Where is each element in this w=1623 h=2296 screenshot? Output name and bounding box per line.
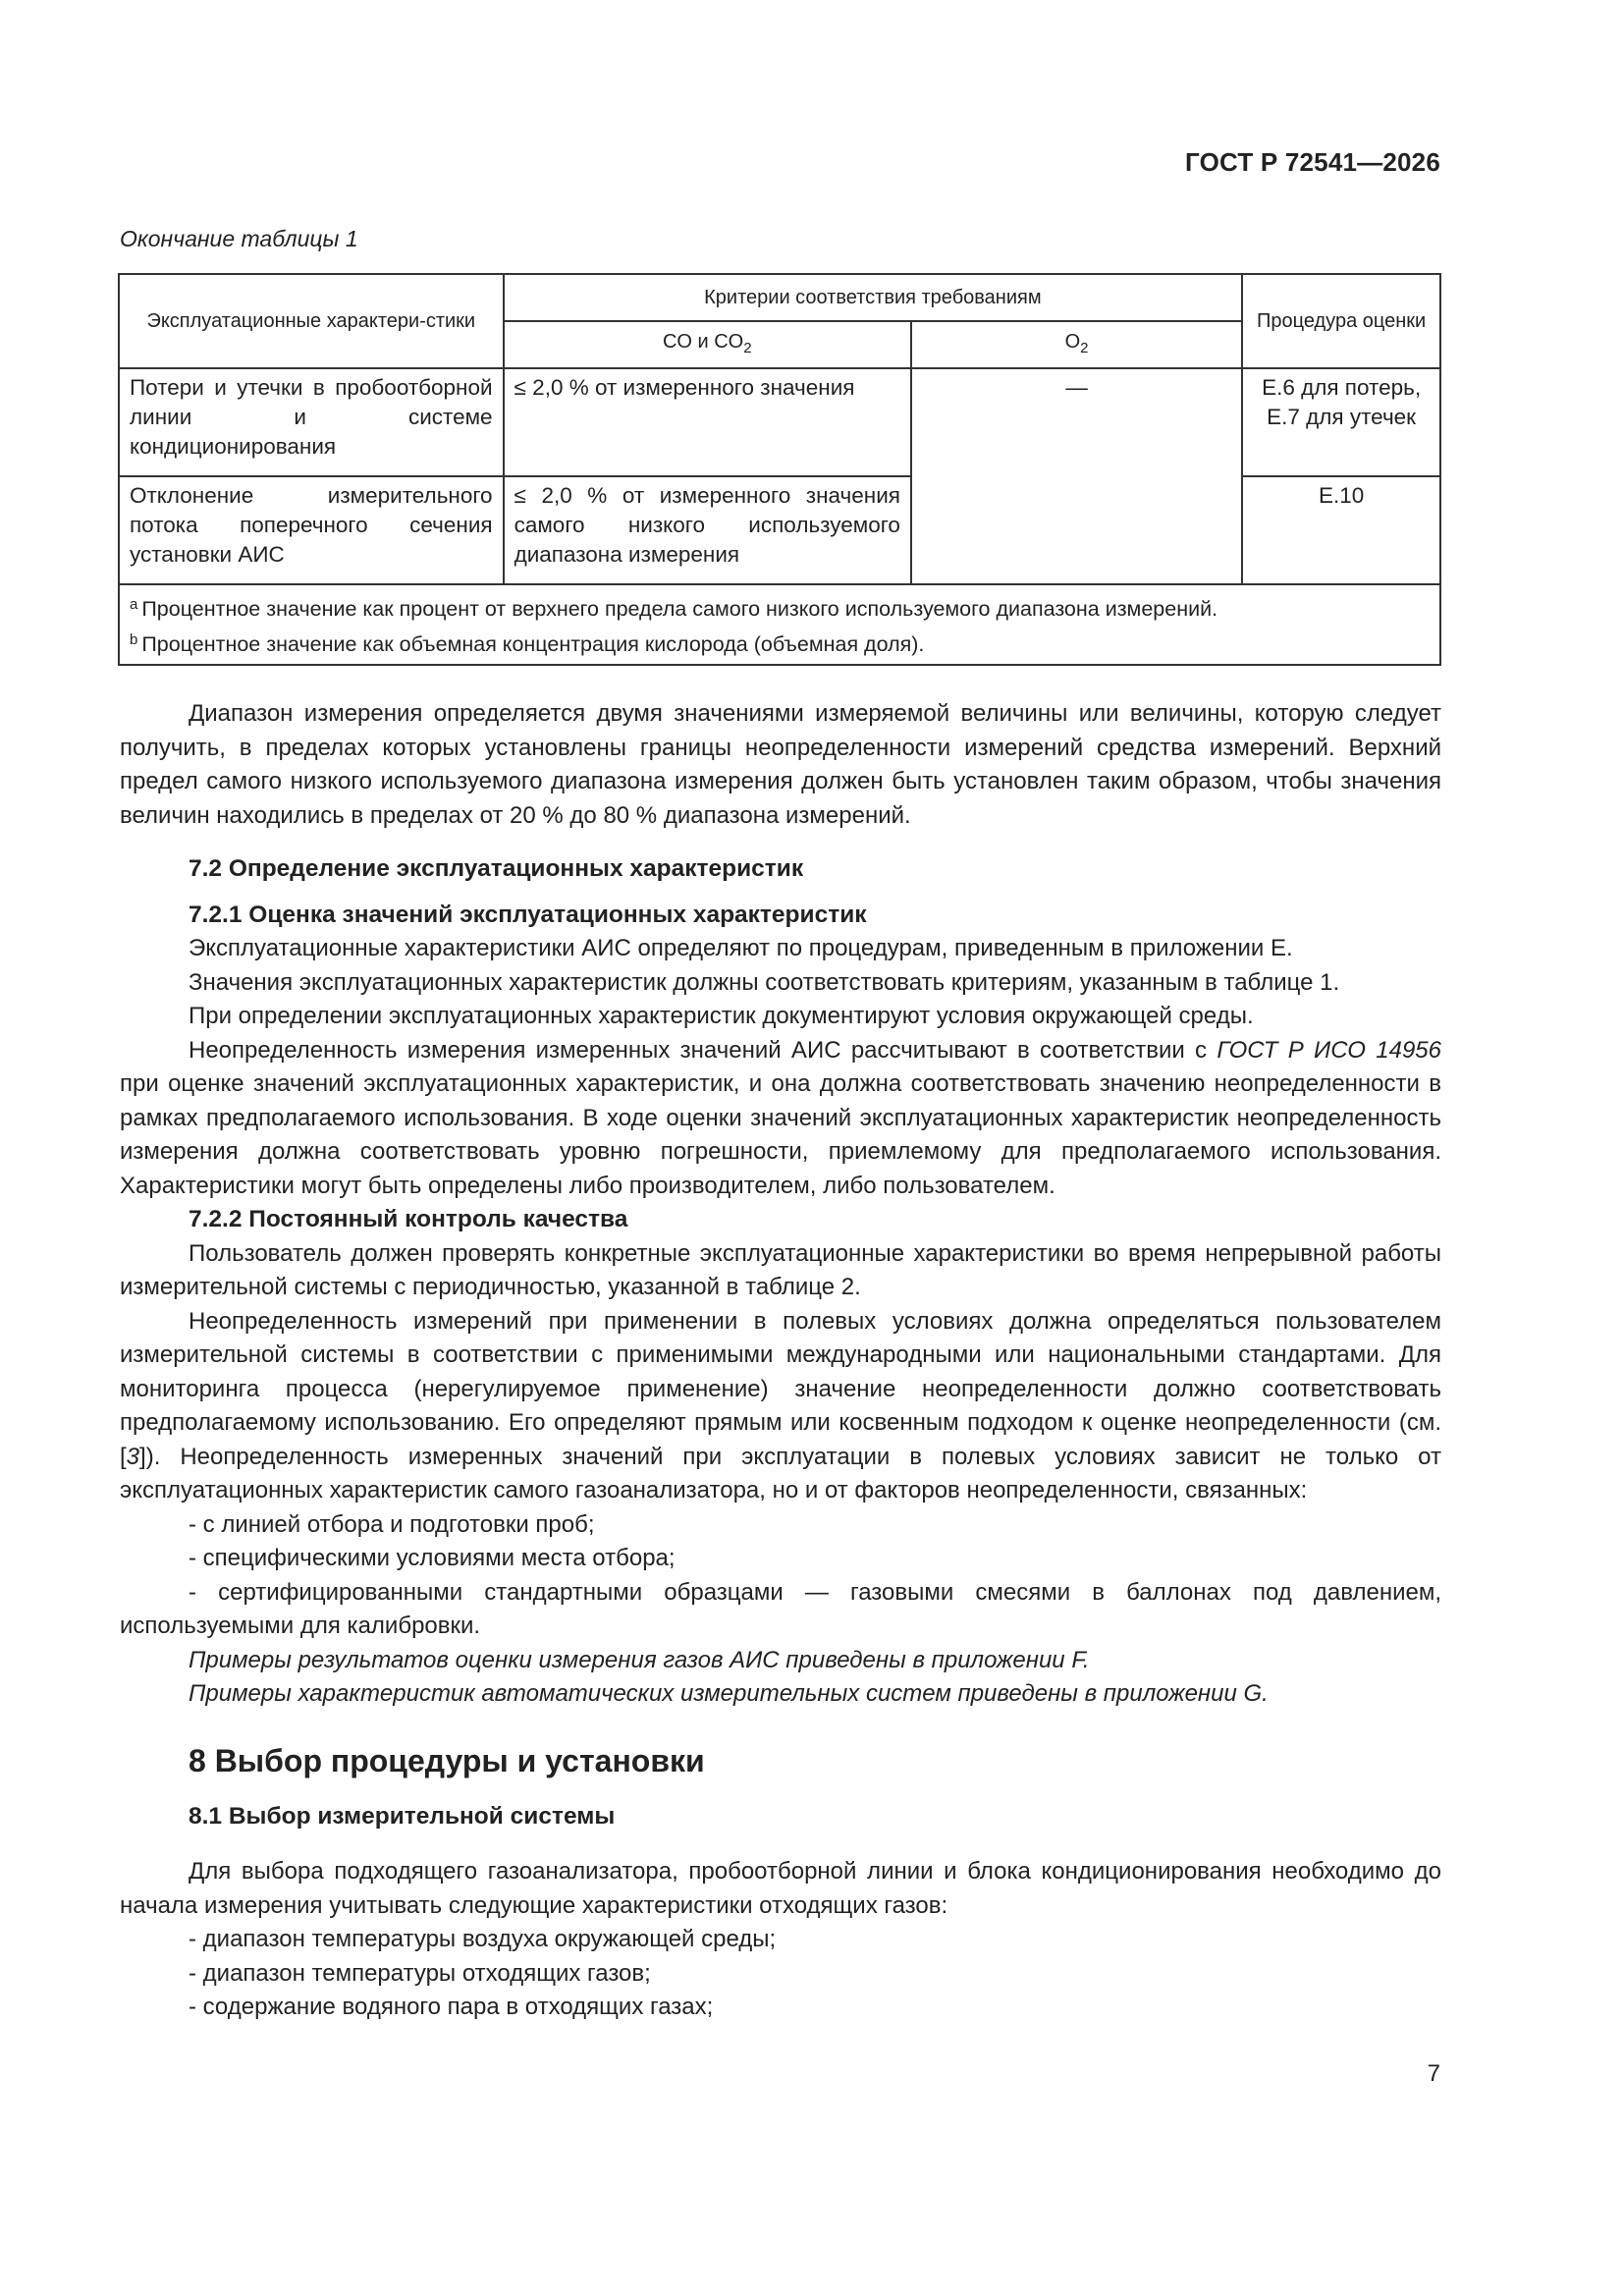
s7-2-2-paragraph-2 (120, 1305, 1441, 1508)
row-2-procedure: E.10 (1242, 476, 1440, 584)
section-7-2-heading: 7.2 Определение эксплуатационных характеристик (189, 855, 804, 882)
section-7-2-1-heading: 7.2.1 Оценка значений эксплуатационных характеристик (189, 901, 867, 928)
table-note-b (130, 625, 1430, 660)
page-number: 7 (1427, 2060, 1440, 2087)
table-notes (119, 584, 1440, 665)
s7-2-1-paragraph-3: При определении эксплуатационных характеристик документируют условия окружающей среды. (189, 1003, 1254, 1029)
row-1-characteristic: Потери и утечки в пробоотборной линии и системе кондиционирования (119, 368, 504, 476)
header-co-co2 (504, 321, 911, 368)
header-procedure: Процедура оценки (1242, 274, 1440, 368)
intro-paragraph: Диапазон измерения определяется двумя значениями измеряемой величины или величины, которую следует получить, в пределах которых установлены границы неопределенности измерений средства измерений. Верхний предел самого низкого используемого диапазона измерения должен быть установлен таким образом, чтобы значения величин находились в пределах от 20 % до 80 % диапазона измерений. (120, 700, 1441, 829)
header-co-co2-sub: 2 (743, 339, 752, 356)
list-item: - содержание водяного пара в отходящих газах; (189, 1994, 714, 2020)
section-7-2-2-heading: 7.2.2 Постоянный контроль качества (189, 1206, 628, 1232)
standard-reference-link[interactable]: ГОСТ Р ИСО 14956 (1217, 1036, 1441, 1064)
list-item: - диапазон температуры воздуха окружающей среды; (189, 1926, 777, 1952)
note-a-text: Процентное значение как процент от верхнего предела самого низкого используемого диапазона измерений. (141, 597, 1218, 621)
header-o2 (911, 321, 1242, 368)
s7-2-2-note-2: Примеры характеристик автоматических измерительных систем приведены в приложении G. (189, 1680, 1269, 1707)
bibliography-reference-link[interactable]: 3 (126, 1443, 140, 1470)
row-1-procedure-line2: E.7 для утечек (1267, 405, 1417, 429)
s7-2-1-paragraph-4 (120, 1034, 1441, 1204)
s7-2-2-note-1: Примеры результатов оценки измерения газов АИС приведены в приложении F. (189, 1646, 1090, 1673)
row-2-co-co2: ≤ 2,0 % от измеренного значения самого низкого используемого диапазона измерения (504, 476, 911, 584)
table-note-a (130, 589, 1430, 625)
table-caption: Окончание таблицы 1 (120, 226, 358, 251)
header-criteria: Критерии соответствия требованиям (504, 274, 1243, 321)
note-b-mark: b (130, 631, 138, 648)
row-1-procedure-line1: E.6 для потерь, (1262, 375, 1422, 400)
s7-2-2-p2-end: ]). Неопределенность измеренных значений при эксплуатации в полевых условиях зависит не только от эксплуатационных характеристик самого газоанализатора, но и от факторов неопределенности, связанных: (120, 1443, 1441, 1503)
note-b-text: Процентное значение как объемная концентрация кислорода (объемная доля). (141, 632, 925, 656)
s7-2-2-paragraph-1: Пользователь должен проверять конкретные эксплуатационные характеристики во время непрерывной работы измерительной системы с периодичностью, указанной в таблице 2. (120, 1239, 1441, 1300)
document-code-header: ГОСТ Р 72541—2026 (1185, 147, 1440, 177)
s7-2-1-paragraph-1: Эксплуатационные характеристики АИС определяют по процедурам, приведенным в приложении Е. (189, 935, 1293, 961)
s7-2-1-paragraph-2: Значения эксплуатационных характеристик должны соответствовать критериям, указанным в таблице 1. (189, 968, 1340, 996)
list-item: - с линией отбора и подготовки проб; (189, 1510, 595, 1538)
list-item: - сертифицированными стандартными образцами — газовыми смесями в баллонах под давлением, используемыми для калибровки. (120, 1578, 1441, 1639)
list-item: - диапазон температуры отходящих газов; (189, 1959, 651, 1987)
section-8-heading: 8 Выбор процедуры и установки (189, 1742, 705, 1778)
header-o2-text: O (1064, 330, 1081, 353)
row-2-characteristic: Отклонение измерительного потока поперечного сечения установки АИС (119, 476, 504, 584)
s7-2-1-p4-end: при оценке значений эксплуатационных характеристик, и она должна соответствовать значению неопределенности в рамках предполагаемого использования. В ходе оценки значений эксплуатационных характеристик неопределенность измерения должна соответствовать уровню погрешности, приемлемому для предполагаемого использования. Характеристики могут быть определены либо производителем, либо пользователем. (120, 1070, 1441, 1199)
section-8-1-heading: 8.1 Выбор измерительной системы (189, 1802, 616, 1830)
note-a-mark: a (130, 596, 138, 613)
header-o2-sub: 2 (1080, 339, 1089, 356)
main-text (120, 697, 1441, 2025)
row-1-procedure (1242, 368, 1440, 476)
criteria-table (118, 273, 1441, 666)
header-characteristics: Эксплуатационные характери-стики (119, 274, 504, 368)
list-item: - специфическими условиями места отбора; (189, 1545, 676, 1571)
header-co-co2-text: CO и CO (662, 330, 744, 353)
s8-1-paragraph-1: Для выбора подходящего газоанализатора, пробоотборной линии и блока кондиционирования необходимо до начала измерения учитывать следующие характеристики отходящих газов: (120, 1858, 1441, 1919)
s7-2-1-p4-start: Неопределенность измерения измеренных значений АИС рассчитывают в соответствии с (189, 1036, 1217, 1064)
row-o2-merged: — (911, 368, 1242, 584)
s7-2-2-p2-start: Неопределенность измерений при применении в полевых условиях должна определяться пользователем измерительной системы в соответствии с применимыми международными или национальными стандартами. Для мониторинга процесса (нерегулируемое применение) значение неопределенности должно соответствовать предполагаемому использованию. Его определяют прямым или косвенным подходом к оценке неопределенности (см. [ (120, 1307, 1441, 1470)
row-1-co-co2: ≤ 2,0 % от измеренного значения (504, 368, 911, 476)
